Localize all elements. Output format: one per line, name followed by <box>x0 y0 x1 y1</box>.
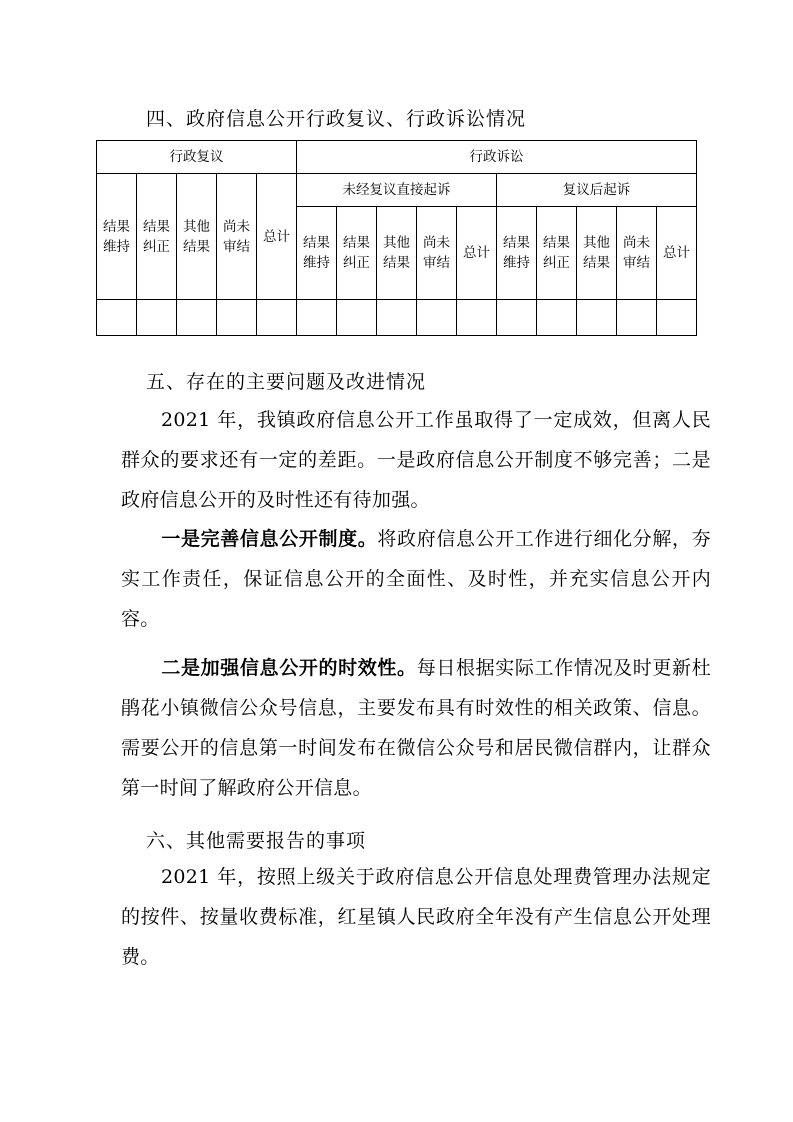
table-cell <box>257 300 297 336</box>
section-5-paragraph-1: 2021 年，我镇政府信息公开工作虽取得了一定成效，但离人民群众的要求还有一定的差距。一是政府信息公开制度不够完善；二是政府信息公开的及时性还有待加强。 <box>121 409 711 511</box>
table-cell <box>617 300 657 336</box>
review-litigation-table <box>96 140 697 336</box>
after-review-suit-header: 复议后起诉 <box>497 174 697 207</box>
table-cell <box>577 300 617 336</box>
table-cell <box>497 300 537 336</box>
review-col-corrected: 结果 纠正 <box>137 174 177 300</box>
after-col-pending: 尚未 审结 <box>617 207 657 300</box>
section-4-heading: 四、政府信息公开行政复议、行政诉讼情况 <box>146 108 527 130</box>
table-cell <box>217 300 257 336</box>
after-col-other: 其他 结果 <box>577 207 617 300</box>
section-6-paragraph-1: 2021 年，按照上级关于政府信息公开信息处理费管理办法规定的按件、按量收费标准，红星镇人民政府全年没有产生信息公开处理费。 <box>121 866 711 968</box>
after-col-corrected: 结果 纠正 <box>537 207 577 300</box>
section-5-heading: 五、存在的主要问题及改进情况 <box>146 371 427 393</box>
table-cell <box>657 300 697 336</box>
paragraph-lead: 二是加强信息公开的时效性。 <box>161 657 417 679</box>
table-cell <box>377 300 417 336</box>
after-col-total: 总计 <box>657 207 697 300</box>
section-5-paragraph-3: 二是加强信息公开的时效性。每日根据实际工作情况及时更新杜鹃花小镇微信公众号信息，主要发布具有时效性的相关政策、信息。需要公开的信息第一时间发布在微信公众号和居民微信群内，让群众第一时间了解政府公开信息。 <box>121 657 711 799</box>
review-col-total: 总计 <box>257 174 297 300</box>
table-cell <box>97 300 137 336</box>
admin-litigation-header: 行政诉讼 <box>297 141 697 174</box>
table-cell <box>417 300 457 336</box>
table-cell <box>177 300 217 336</box>
review-col-pending: 尚未 审结 <box>217 174 257 300</box>
admin-review-header: 行政复议 <box>97 141 297 174</box>
section-5-paragraph-2: 一是完善信息公开制度。将政府信息公开工作进行细化分解，夯实工作责任，保证信息公开的全面性、及时性，并充实信息公开内容。 <box>121 528 711 630</box>
table-cell <box>537 300 577 336</box>
direct-suit-header: 未经复议直接起诉 <box>297 174 497 207</box>
direct-col-other: 其他 结果 <box>377 207 417 300</box>
review-col-upheld: 结果 维持 <box>97 174 137 300</box>
section-6-heading: 六、其他需要报告的事项 <box>146 830 367 852</box>
direct-col-pending: 尚未 审结 <box>417 207 457 300</box>
table-cell <box>337 300 377 336</box>
direct-col-total: 总计 <box>457 207 497 300</box>
after-col-upheld: 结果 维持 <box>497 207 537 300</box>
table-cell <box>297 300 337 336</box>
paragraph-lead: 一是完善信息公开制度。 <box>161 528 378 550</box>
direct-col-corrected: 结果 纠正 <box>337 207 377 300</box>
table-cell <box>457 300 497 336</box>
review-col-other: 其他 结果 <box>177 174 217 300</box>
direct-col-upheld: 结果 维持 <box>297 207 337 300</box>
table-cell <box>137 300 177 336</box>
